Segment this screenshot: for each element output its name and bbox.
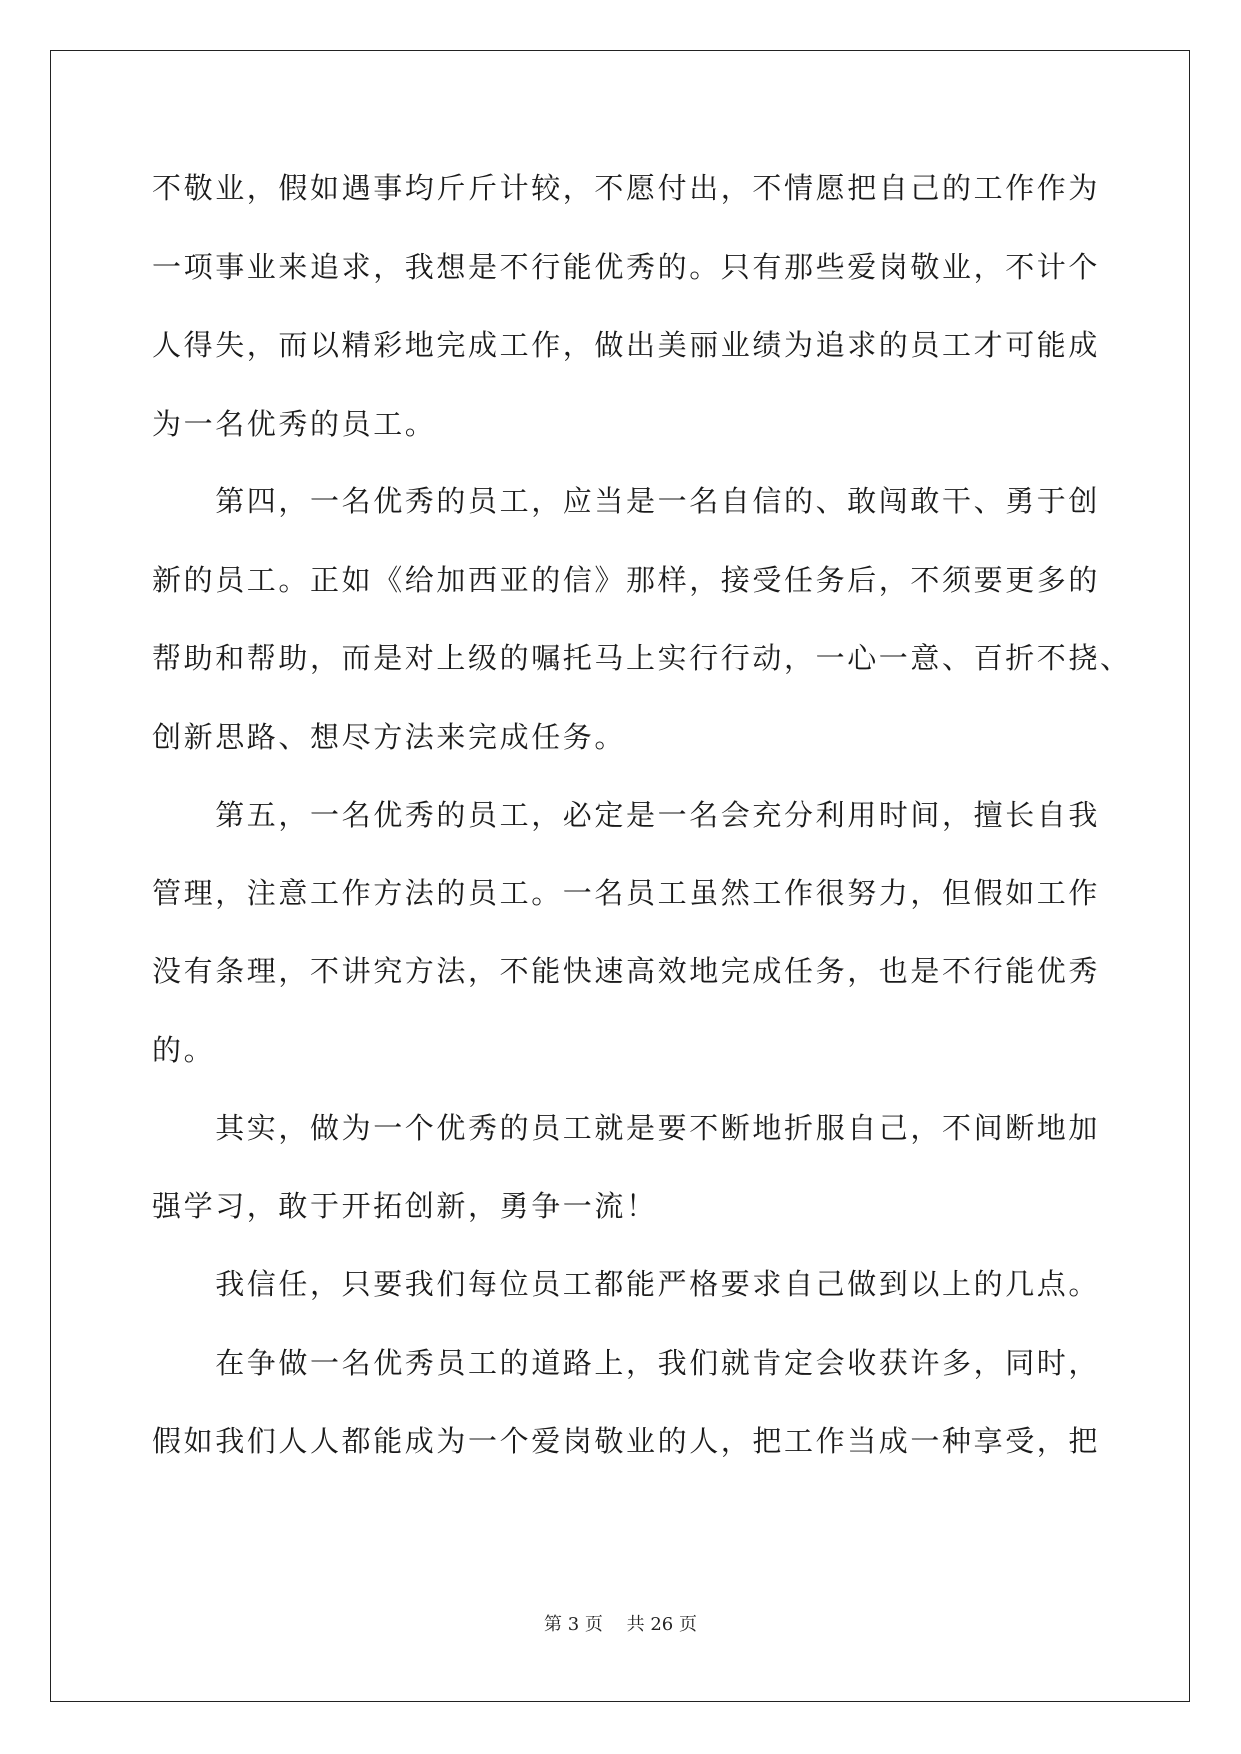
body-text-line: 假如我们人人都能成为一个爱岗敬业的人，把工作当成一种享受，把 xyxy=(152,1424,1101,1458)
body-text-line: 帮助和帮助，而是对上级的嘱托马上实行行动，一心一意、百折不挠、 xyxy=(152,641,1132,675)
body-text-line: 在争做一名优秀员工的道路上，我们就肯定会收获许多，同时， xyxy=(152,1346,1101,1380)
body-text-line: 我信任，只要我们每位员工都能严格要求自己做到以上的几点。 xyxy=(152,1267,1101,1301)
body-text-line: 一项事业来追求，我想是不行能优秀的。只有那些爱岗敬业，不计个 xyxy=(152,250,1101,284)
body-text-line: 为一名优秀的员工。 xyxy=(152,407,437,441)
body-text-line: 其实，做为一个优秀的员工就是要不断地折服自己，不间断地加 xyxy=(152,1111,1101,1145)
body-text-line: 人得失，而以精彩地完成工作，做出美丽业绩为追求的员工才可能成 xyxy=(152,328,1101,362)
body-text-line: 第四，一名优秀的员工，应当是一名自信的、敢闯敢干、勇于创 xyxy=(152,484,1101,518)
body-text-line: 强学习，敢于开拓创新，勇争一流！ xyxy=(152,1189,658,1223)
body-text-line: 管理，注意工作方法的员工。一名员工虽然工作很努力，但假如工作 xyxy=(152,876,1101,910)
body-text-line: 的。 xyxy=(152,1033,216,1067)
body-text-line: 不敬业，假如遇事均斤斤计较，不愿付出，不情愿把自己的工作作为 xyxy=(152,171,1101,205)
body-text-line: 没有条理，不讲究方法，不能快速高效地完成任务，也是不行能优秀 xyxy=(152,954,1101,988)
body-text-line: 创新思路、想尽方法来完成任务。 xyxy=(152,720,627,754)
body-text-line: 新的员工。正如《给加西亚的信》那样，接受任务后，不须要更多的 xyxy=(152,563,1101,597)
body-text-line: 第五，一名优秀的员工，必定是一名会充分利用时间，擅长自我 xyxy=(152,798,1101,832)
page-number-footer: 第 3 页 共 26 页 xyxy=(544,1614,697,1635)
